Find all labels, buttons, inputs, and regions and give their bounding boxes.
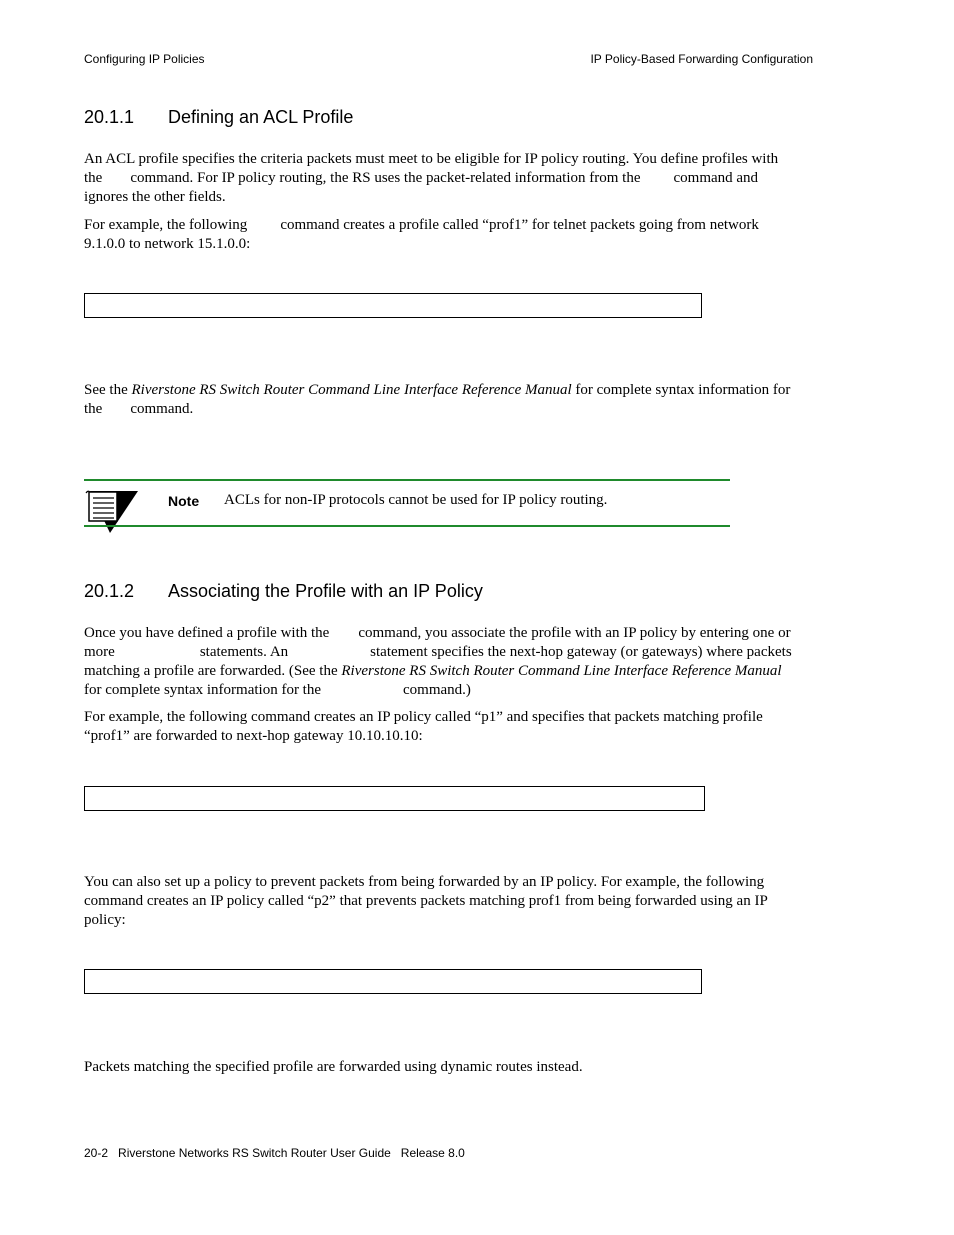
section-title: Associating the Profile with an IP Policy — [168, 581, 483, 601]
section-number: 20.1.2 — [84, 581, 135, 601]
paragraph-policy-example: For example, the following command creates an IP policy called “p1” and specifies that packets matching profile “prof1” are forwarded to next-hop gateway 10.10.10.10: — [84, 709, 763, 744]
paragraph-acl-profile-intro: An ACL profile specifies the criteria packets must meet to be eligible for IP policy routing. You define profiles with the command. For IP policy routing, the RS uses the packet-related information from the command and ignores the other fields. — [84, 151, 779, 205]
running-header-left: Configuring IP Policies — [84, 52, 205, 66]
section-title: Defining an ACL Profile — [168, 107, 354, 127]
page-footer — [84, 1146, 465, 1160]
paragraph-acl-reference: See the Riverstone RS Switch Router Command Line Interface Reference Manual for complete syntax information for the command. — [84, 382, 791, 417]
section-heading-20-1-2 — [84, 581, 483, 602]
paragraph-acl-example: For example, the following command creates a profile called “prof1” for telnet packets going from network 9.1.0.0 to network 15.1.0.0: — [84, 217, 759, 252]
command-example-box-policy-p1 — [84, 786, 705, 811]
footer-title: Riverstone Networks RS Switch Router User Guide — [118, 1146, 391, 1160]
paragraph-associating-profile: Once you have defined a profile with the command, you associate the profile with an IP policy by entering one or more statements. An statement specifies the next-hop gateway (or gateways) where packets matching a profile are forwarded. (See the Riverstone RS Switch Router Command Line Interface Reference Manual for complete syntax information for the command.) — [84, 625, 792, 698]
section-heading-20-1-1 — [84, 107, 353, 128]
command-example-box-acl — [84, 293, 702, 318]
paragraph-prevent-forwarding: You can also set up a policy to prevent packets from being forwarded by an IP policy. For example, the following command creates an IP policy called “p2” that prevents packets matching prof1 from being forwarded using an IP policy: — [84, 874, 768, 928]
note-label: Note — [168, 493, 200, 509]
section-number: 20.1.1 — [84, 107, 135, 127]
footer-release: Release 8.0 — [400, 1146, 465, 1160]
running-header-right: IP Policy-Based Forwarding Configuration — [590, 52, 813, 66]
note-text: ACLs for non-IP protocols cannot be used for IP policy routing. — [224, 492, 608, 508]
note-bottom-rule — [84, 525, 730, 527]
paragraph-dynamic-routes: Packets matching the specified profile are forwarded using dynamic routes instead. — [84, 1059, 583, 1075]
note-pad-icon — [84, 489, 142, 535]
note-top-rule — [84, 479, 730, 481]
footer-page-number: 20-2 — [84, 1146, 109, 1160]
command-example-box-policy-p2 — [84, 969, 702, 994]
